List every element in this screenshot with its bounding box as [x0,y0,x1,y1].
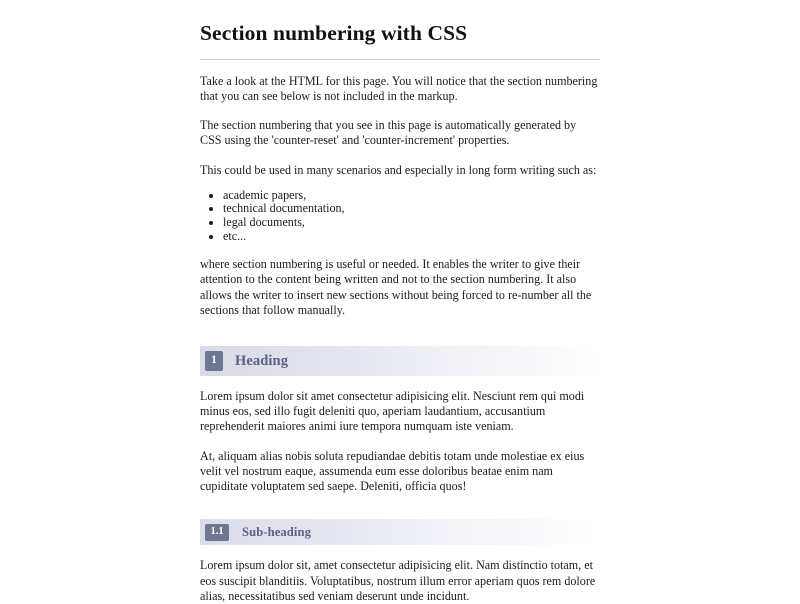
use-case-list [200,189,600,243]
after-list-paragraph: where section numbering is useful or needed. It enables the writer to give their attention to the content being written and not to the section numbering. It also allows the writer to insert new sections without being forced to re-number all the sections that follow manually. [200,257,592,317]
section-heading-1-1 [200,519,600,545]
list-item: • etc... [223,230,600,244]
section-1-body [200,389,600,494]
section-1-paragraph-1: Lorem ipsum dolor sit amet consectetur adipisicing elit. Nesciunt rem qui modi minus eos, sed illo fugit deleniti quo, aperiam laudantium, accusantium reprehenderit maiores animi iure tempora numquam iste veniam. [200,389,585,434]
intro-paragraph-2: The section numbering that you see in this page is automatically generated by CSS using the 'counter-reset' and 'counter-increment' properties. [200,118,577,148]
section-heading-label: Heading [235,352,289,369]
section-heading-1 [200,346,600,376]
title-divider [200,59,600,60]
list-item: • technical documentation, [223,202,600,216]
subsection-number-badge: 1.1 [205,524,229,541]
section-1-paragraph-2: At, aliquam alias nobis soluta repudiandae debitis totam unde molestiae ex eius velit vel nostrum eaque, assumenda eum esse doloribus beatae enim nam cupiditate voluptatem sed saepe. Deleniti, officia quos! [200,448,585,494]
intro-paragraph-1: Take a look at the HTML for this page. You will notice that the section numbering that you can see below is not included in the markup. [200,73,598,104]
page-title: Section numbering with CSS [200,21,468,45]
section-1-1-body [200,558,600,604]
list-item: • legal documents, [223,216,600,230]
section-number-badge: 1 [205,351,223,371]
section-1-1-paragraph-1: Lorem ipsum dolor sit, amet consectetur adipisicing elit. Nam distinctio totam, et eos suscipit blanditiis. Voluptatibus, nostrum illum error aperiam quos rem dolore alias, necessitatibus sed veniam deserunt unde incidunt. [200,558,596,603]
document-content-column [200,0,600,604]
intro-paragraph-3: This could be used in many scenarios and especially in long form writing such as: [200,162,597,177]
list-item: • academic papers, [223,189,600,203]
subsection-heading-label: Sub-heading [242,525,312,539]
